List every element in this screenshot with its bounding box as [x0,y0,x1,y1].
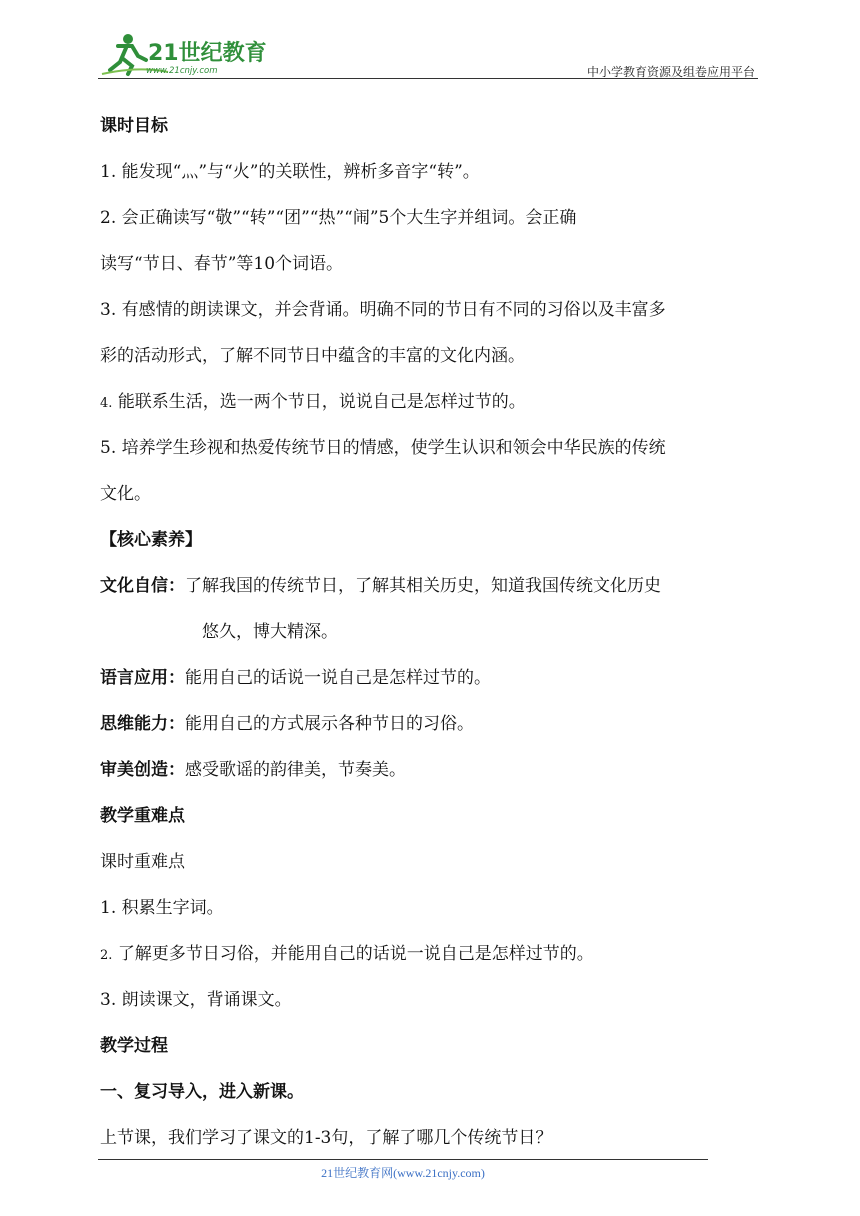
goal-number: 1. [100,162,117,182]
literacy-item-continued: 悠久，博大精深。 [202,622,338,642]
literacy-label: 审美创造： [100,760,185,780]
keypoints-subheading: 课时重难点 [100,852,185,872]
literacy-item [100,701,762,747]
step-title: 一、复习导入，进入新课。 [100,1082,304,1102]
literacy-item [100,563,762,609]
keypoint-item [100,931,762,977]
keypoint-number: 3. [100,990,117,1010]
document-body [100,103,762,1161]
literacy-text: 能用自己的话说一说自己是怎样过节的。 [185,668,491,688]
literacy-text: 能用自己的方式展示各种节日的习俗。 [185,714,474,734]
keypoint-number: 1. [100,898,117,918]
goal-number: 3. [100,300,117,320]
goal-number: 5. [100,438,117,458]
goal-text: 彩的活动形式，了解不同节日中蕴含的丰富的文化内涵。 [100,346,525,366]
goal-item-continued [100,333,762,379]
keypoint-text: 了解更多节日习俗，并能用自己的话说一说自己是怎样过节的。 [117,944,594,964]
keypoint-number: 2. [100,948,113,963]
section-heading-goals: 课时目标 [100,116,168,136]
section-heading-literacy: 【核心素养】 [100,530,202,550]
goal-item [100,195,762,241]
logo-text: 21世纪教育 [148,41,267,66]
header-divider [98,78,758,79]
goal-item [100,379,762,425]
keypoint-text: 积累生字词。 [121,898,224,918]
section-heading-process: 教学过程 [100,1036,168,1056]
goal-text: 能联系生活，选一两个节日，说说自己是怎样过节的。 [117,392,526,412]
literacy-text: 了解我国的传统节日，了解其相关历史，知道我国传统文化历史 [185,576,661,596]
keypoint-text: 朗读课文，背诵课文。 [121,990,292,1010]
goal-text: 培养学生珍视和热爱传统节日的情感，使学生认识和领会中华民族的传统 [121,438,666,458]
goal-item [100,287,762,333]
goal-text: 文化。 [100,484,151,504]
footer-text[interactable]: 21世纪教育网(www.21cnjy.com) [321,1166,485,1180]
page-header [98,30,758,80]
goal-text: 读写“节日、春节”等10个词语。 [100,254,344,274]
literacy-item [100,655,762,701]
literacy-item [100,747,762,793]
goal-text: 会正确读写“敬”“转”“团”“热”“闹”5个大生字并组词。会正确 [121,208,577,228]
goal-number: 4. [100,396,113,411]
section-heading-keypoints: 教学重难点 [100,806,185,826]
footer-divider [98,1159,708,1160]
logo-url: www.21cnjy.com [146,66,218,76]
literacy-label: 文化自信： [100,576,185,596]
literacy-label: 语言应用： [100,668,185,688]
header-platform-text: 中小学教育资源及组卷应用平台 [586,65,755,79]
goal-item [100,425,762,471]
literacy-label: 思维能力： [100,714,185,734]
keypoint-item [100,977,762,1023]
goal-text: 能发现“灬”与“火”的关联性，辨析多音字“转”。 [121,162,480,182]
goal-item [100,149,762,195]
literacy-text: 感受歌谣的韵律美，节奏美。 [185,760,406,780]
goal-number: 2. [100,208,117,228]
step-text: 上节课，我们学习了课文的1-3句，了解了哪几个传统节日？ [100,1128,553,1148]
logo [98,30,268,78]
keypoint-item [100,885,762,931]
goal-item-continued [100,241,762,287]
goal-text: 有感情的朗读课文，并会背诵。明确不同的节日有不同的习俗以及丰富多 [121,300,666,320]
goal-item-continued [100,471,762,517]
